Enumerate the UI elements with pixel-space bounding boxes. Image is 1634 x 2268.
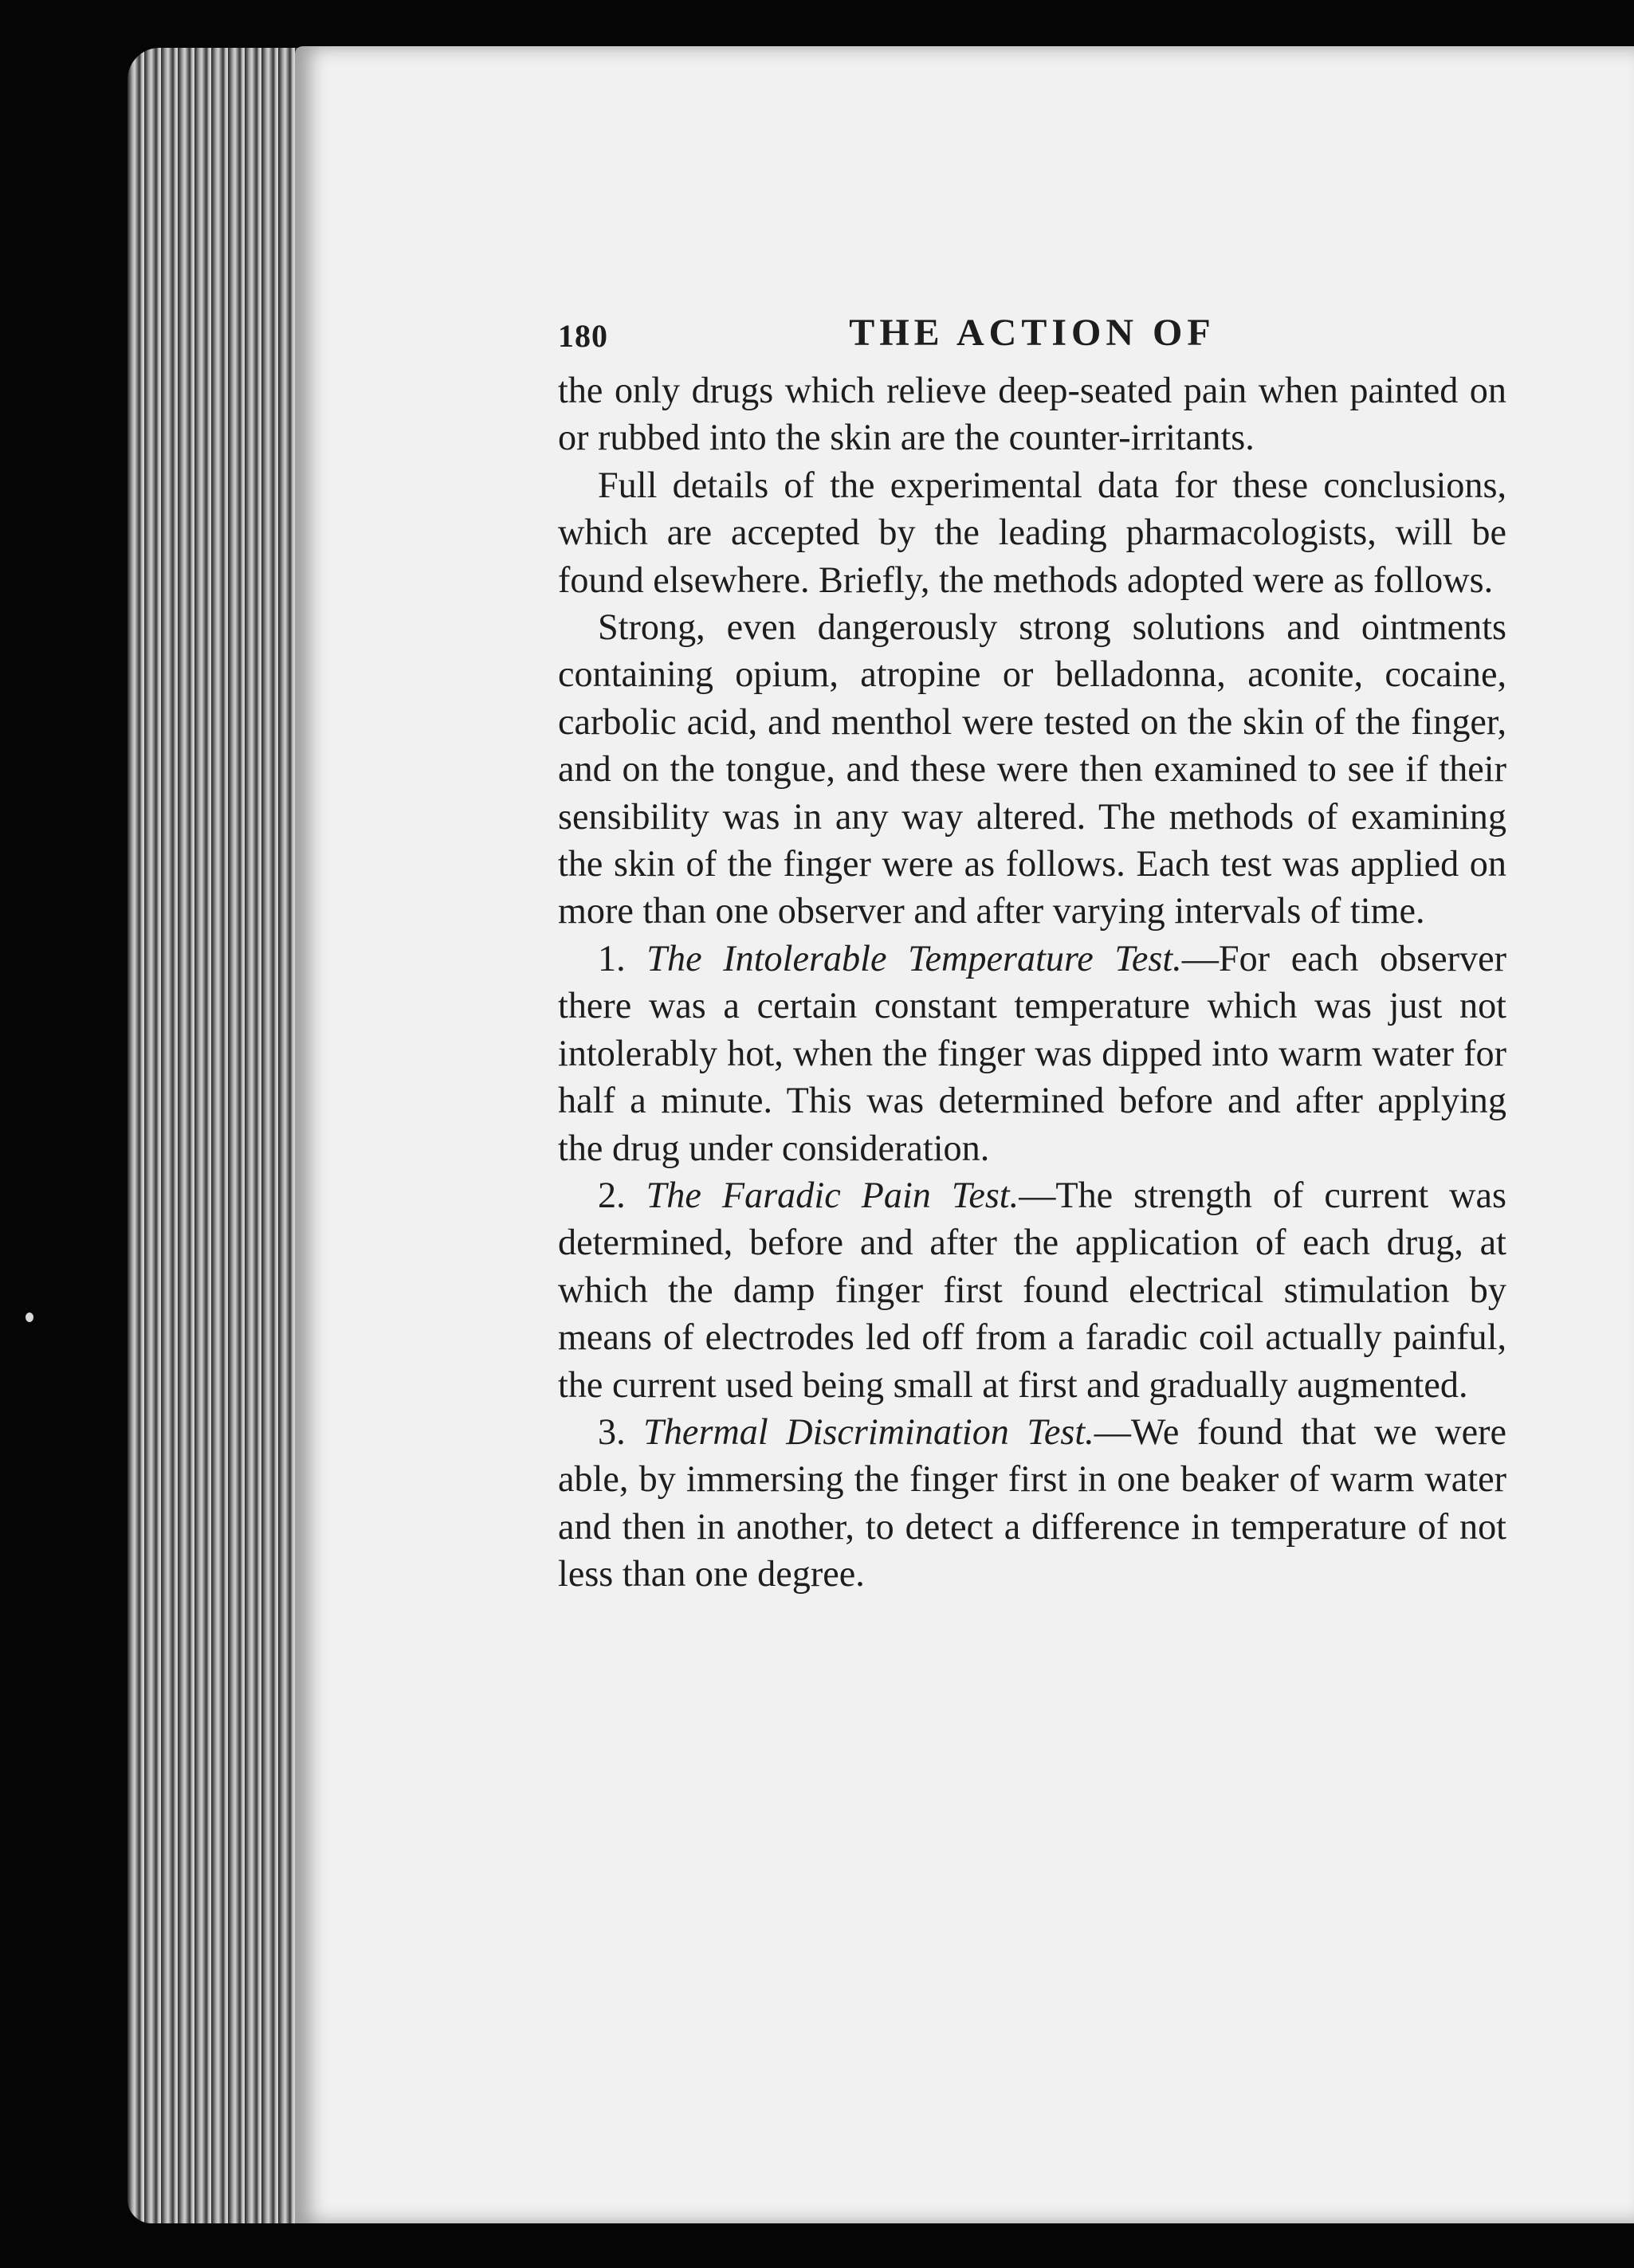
running-head	[558, 311, 1506, 367]
test-text: —The strength of current was determined, before and after the application of each drug, at which the damp finger first found electrical stimulation by means of electrodes led off from a faradic coil actually painful, the current used being small at first and gradually augmented.	[558, 1174, 1506, 1405]
test-title: The Intolerable Temperature Test.	[646, 937, 1182, 979]
paragraph-continuation: the only drugs which relieve deep-seated pain when painted on or rubbed into the skin are the counter-irritants.	[558, 370, 1506, 458]
text-block	[558, 311, 1506, 1598]
paragraph-methods: Strong, even dangerously strong solutions and ointments containing opium, atropine or belladonna, aconite, cocaine, carbolic acid, and menthol were tested on the skin of the finger, and on the tongue, and these were then examined to see if their sensibility was in any way altered. The methods of examining the skin of the finger were as follows. Each test was applied on more than one observer and after varying intervals of time.	[558, 606, 1506, 932]
scan-speck	[26, 1313, 33, 1322]
test-item-intolerable-temperature	[558, 935, 1506, 1171]
test-number: 3.	[598, 1411, 644, 1452]
book-fore-edge	[128, 48, 299, 2223]
test-item-faradic-pain	[558, 1171, 1506, 1408]
test-title: Thermal Discrimination Test.	[643, 1411, 1094, 1452]
paragraph-details: Full details of the experimental data for these conclusions, which are accepted by the leading pharmacologists, will be found elsewhere. Briefly, the methods adopted were as follows.	[558, 464, 1506, 600]
page-number: 180	[558, 318, 608, 354]
test-text: —For each observer there was a certain constant temperature which was just not intolerably hot, when the finger was dipped into warm water for half a minute. This was determined before and after applying the drug under consideration.	[558, 937, 1506, 1168]
test-text: —We found that we were able, by immersing the finger first in one beaker of warm water and then in another, to detect a difference in temperature of not less than one degree.	[558, 1411, 1506, 1595]
test-title: The Faradic Pain Test.	[646, 1174, 1019, 1215]
test-number: 2.	[598, 1174, 646, 1215]
test-item-thermal-discrimination	[558, 1408, 1506, 1598]
test-number: 1.	[598, 937, 647, 979]
running-title: THE ACTION OF	[849, 312, 1216, 354]
